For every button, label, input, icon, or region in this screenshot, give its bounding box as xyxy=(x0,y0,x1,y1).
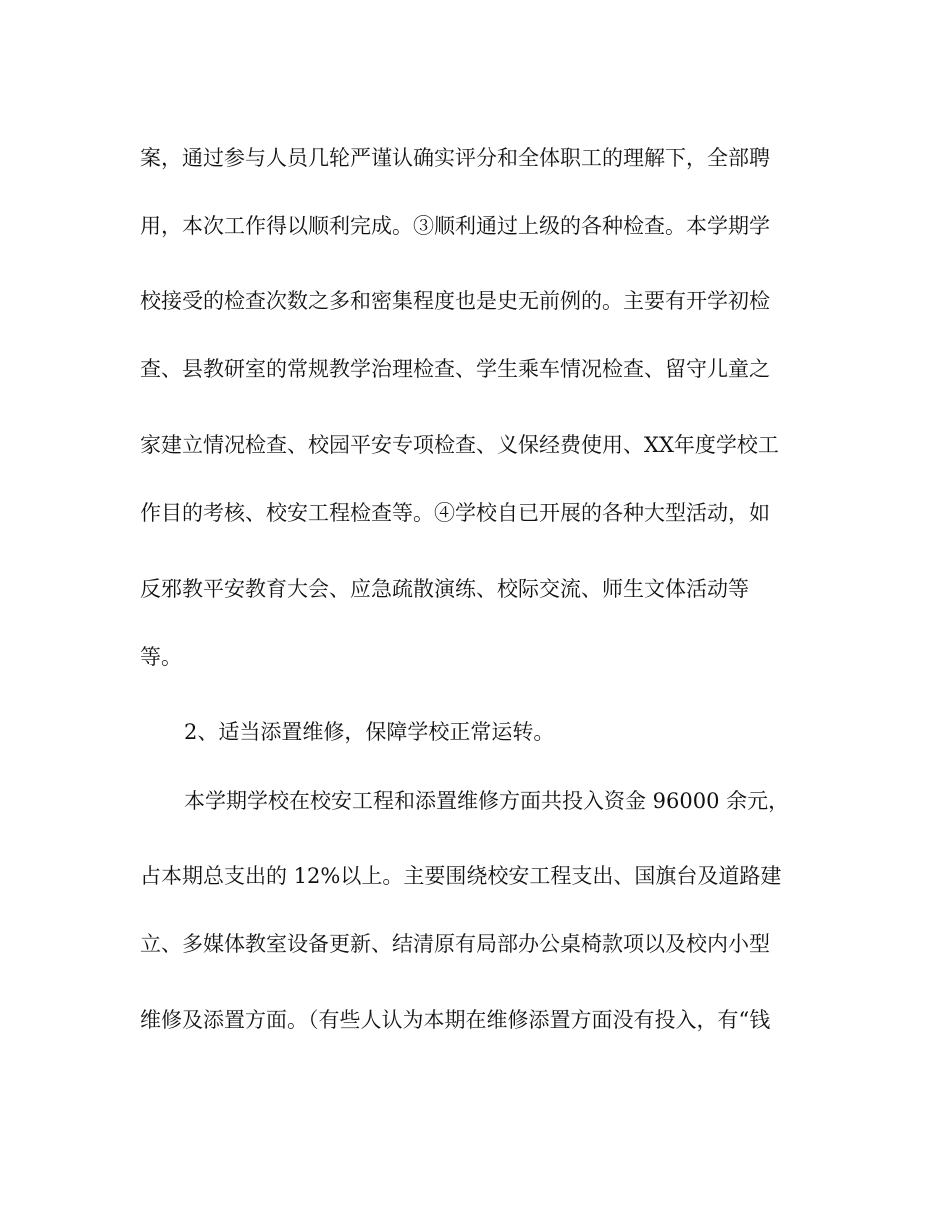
body-text-line: 占本期总支出的 12%以上。主要围绕校安工程支出、国旗台及道路建 xyxy=(140,864,782,888)
body-text-line: 立、多媒体教室设备更新、结清原有局部办公桌椅款项以及校内小型 xyxy=(140,932,770,956)
body-text-line: 维修及添置方面。（有些人认为本期在维修添置方面没有投入，有“钱 xyxy=(140,1008,771,1032)
body-text-line: 家建立情况检查、校园平安专项检查、义保经费使用、XX年度学校工 xyxy=(140,433,779,457)
body-text-line: 案，通过参与人员几轮严谨认确实评分和全体职工的理解下，全部聘 xyxy=(140,146,770,170)
body-text-line: 等。 xyxy=(140,645,182,669)
body-text-line: 校接受的检查次数之多和密集程度也是史无前例的。主要有开学初检 xyxy=(140,289,770,313)
body-text-line: 用，本次工作得以顺利完成。③顺利通过上级的各种检查。本学期学 xyxy=(140,214,770,238)
section-heading: 2、适当添置维修，保障学校正常运转。 xyxy=(184,720,555,744)
body-text-line: 查、县教研室的常规教学治理检查、学生乘车情况检查、留守儿童之 xyxy=(140,357,770,381)
body-text-line: 反邪教平安教育大会、应急疏散演练、校际交流、师生文体活动等 xyxy=(140,577,749,601)
body-text-line: 作目的考核、校安工程检查等。④学校自已开展的各种大型活动，如 xyxy=(140,501,770,525)
paragraph-first-line: 本学期学校在校安工程和添置维修方面共投入资金 96000 余元， xyxy=(184,789,790,813)
